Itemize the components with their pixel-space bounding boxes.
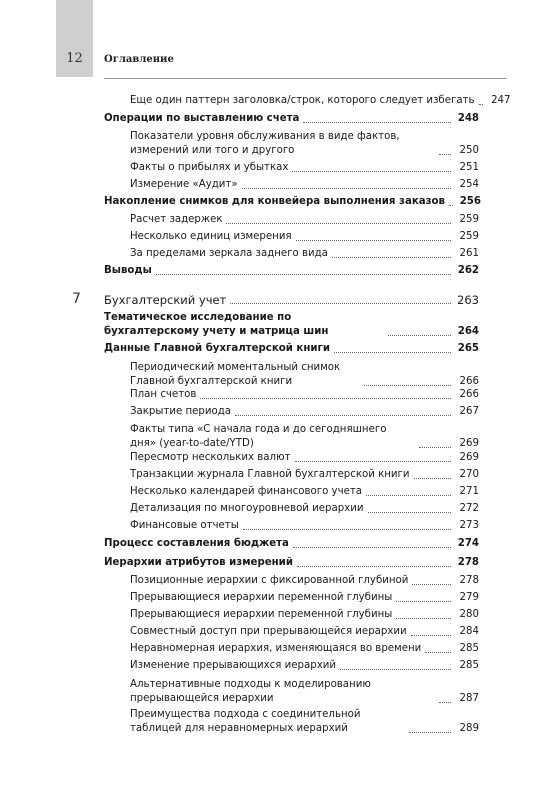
toc-entry[interactable]: Расчет задержек 259 bbox=[130, 214, 479, 225]
toc-entry[interactable]: Накопление снимков для конвейера выполнения заказов 256 bbox=[104, 196, 481, 207]
toc-entry[interactable]: Транзакции журнала Главной бухгалтерской книги 270 bbox=[130, 469, 479, 480]
toc-entry[interactable]: Данные Главной бухгалтерской книги 265 bbox=[104, 343, 479, 354]
toc-entry[interactable]: Изменение прерывающихся иерархий 285 bbox=[130, 660, 479, 671]
toc-entry[interactable]: Закрытие периода 267 bbox=[130, 406, 479, 417]
toc-entry[interactable]: Периодический моментальный снимок Главной бухгалтерской книги 266 bbox=[130, 362, 479, 387]
toc-entry[interactable]: Совместный доступ при прерывающейся иерархии 284 bbox=[130, 626, 479, 637]
toc-entry[interactable]: Иерархии атрибутов измерений 278 bbox=[104, 557, 479, 568]
toc-entry[interactable]: Выводы 262 bbox=[104, 265, 479, 276]
page-number: 12 bbox=[66, 51, 83, 66]
toc-entry[interactable]: Еще один паттерн заголовка/строк, которого следует избегать 247 bbox=[130, 95, 511, 106]
toc-entry[interactable]: Пересмотр нескольких валют 269 bbox=[130, 452, 479, 463]
header-divider bbox=[104, 78, 507, 79]
toc-entry[interactable]: Прерывающиеся иерархии переменной глубины 279 bbox=[130, 592, 479, 603]
running-title: Оглавление bbox=[104, 54, 174, 65]
toc-entry[interactable]: За пределами зеркала заднего вида 261 bbox=[130, 248, 479, 259]
toc-entry[interactable]: Процесс составления бюджета 274 bbox=[104, 538, 479, 549]
toc-entry[interactable]: Преимущества подхода с соединительной таблицей для неравномерных иерархий 289 bbox=[130, 709, 479, 734]
toc-entry[interactable]: Показатели уровня обслуживания в виде фактов, измерений или того и другого 250 bbox=[130, 131, 479, 156]
toc-entry[interactable]: Факты типа «С начала года и до сегодняшнего дня» (year-to-date/YTD) 269 bbox=[130, 424, 479, 449]
chapter-entry[interactable]: Бухгалтерский учет 263 bbox=[104, 293, 479, 307]
toc-entry[interactable]: Детализация по многоуровневой иерархии 272 bbox=[130, 503, 479, 514]
toc-entry[interactable]: Операции по выставлению счета 248 bbox=[104, 113, 479, 124]
toc-entry[interactable]: Измерение «Аудит» 254 bbox=[130, 179, 479, 190]
toc-entry[interactable]: Альтернативные подходы к моделированию прерывающейся иерархии 287 bbox=[130, 679, 479, 704]
toc-entry[interactable]: План счетов 266 bbox=[130, 389, 479, 400]
toc-entry[interactable]: Финансовые отчеты 273 bbox=[130, 520, 479, 531]
chapter-number: 7 bbox=[72, 291, 81, 307]
toc-entry[interactable]: Прерывающиеся иерархии переменной глубины 280 bbox=[130, 609, 479, 620]
toc-entry[interactable]: Несколько единиц измерения 259 bbox=[130, 231, 479, 242]
toc-entry[interactable]: Тематическое исследование по бухгалтерскому учету и матрица шин 264 bbox=[104, 312, 479, 337]
toc-entry[interactable]: Неравномерная иерархия, изменяющаяся во времени 285 bbox=[130, 643, 479, 654]
toc-entry[interactable]: Факты о прибылях и убытках 251 bbox=[130, 162, 479, 173]
toc-entry[interactable]: Несколько календарей финансового учета 271 bbox=[130, 486, 479, 497]
toc-entry[interactable]: Позиционные иерархии с фиксированной глубиной 278 bbox=[130, 575, 479, 586]
